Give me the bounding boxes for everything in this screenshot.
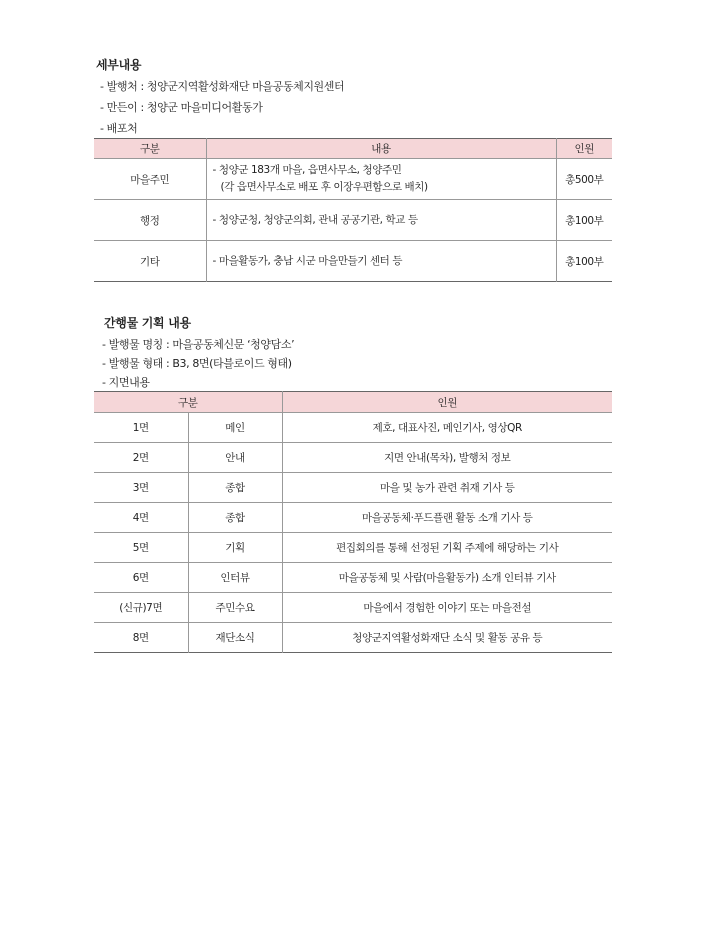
creator-line: - 만든이 : 청양군 마을미디어활동가 (100, 101, 263, 114)
category-cell: 기타 (94, 241, 206, 282)
table-row (94, 563, 612, 593)
type-cell: 메인 (188, 413, 282, 443)
type-cell: 재단소식 (188, 623, 282, 653)
content-cell: - 청양군청, 청양군의회, 관내 공공기관, 학교 등 (206, 200, 556, 241)
page-cell: 8면 (94, 623, 188, 653)
section-title-plan: 간행물 기획 내용 (104, 316, 191, 330)
page-cell: 6면 (94, 563, 188, 593)
distribution-line: - 배포처 (100, 122, 138, 135)
table-row (94, 473, 612, 503)
publisher-line: - 발행처 : 청양군지역활성화재단 마을공동체지원센터 (100, 80, 345, 93)
page-cell: 3면 (94, 473, 188, 503)
content-cell: 편집회의를 통해 선정된 기획 주제에 해당하는 기사 (282, 533, 612, 563)
distribution-table (94, 138, 612, 282)
category-cell: 마을주민 (94, 159, 206, 200)
type-cell: 주민수요 (188, 593, 282, 623)
count-cell: 총500부 (556, 159, 612, 200)
type-cell: 기획 (188, 533, 282, 563)
content-cell: 마을공동체·푸드플랜 활동 소개 기사 등 (282, 503, 612, 533)
page-cell: (신규)7면 (94, 593, 188, 623)
publication-name-line: - 발행물 명칭 : 마을공동체신문 ‘청양담소’ (102, 338, 295, 351)
page-cell: 2면 (94, 443, 188, 473)
table-row (94, 533, 612, 563)
count-cell: 총100부 (556, 241, 612, 282)
header-category: 구분 (94, 392, 282, 413)
content-cell: 마을공동체 및 사람(마을활동가) 소개 인터뷰 기사 (282, 563, 612, 593)
header-content: 인원 (282, 392, 612, 413)
page-plan-table (94, 391, 612, 653)
table-row (94, 241, 612, 282)
table-row (94, 443, 612, 473)
content-cell: 지면 안내(목차), 발행처 정보 (282, 443, 612, 473)
table-header-row (94, 139, 612, 159)
table-header-row (94, 392, 612, 413)
table-row (94, 623, 612, 653)
content-cell: 청양군지역활성화재단 소식 및 활동 공유 등 (282, 623, 612, 653)
page-cell: 4면 (94, 503, 188, 533)
page-cell: 5면 (94, 533, 188, 563)
page-cell: 1면 (94, 413, 188, 443)
content-cell: 마을 및 농가 관련 취재 기사 등 (282, 473, 612, 503)
table-row (94, 593, 612, 623)
table-row (94, 413, 612, 443)
content-line: - 청양군 183개 마을, 읍면사무소, 청양주민 (212, 164, 402, 176)
type-cell: 종합 (188, 473, 282, 503)
type-cell: 종합 (188, 503, 282, 533)
header-content: 내용 (206, 139, 556, 159)
content-line: (각 읍면사무소로 배포 후 이장우편함으로 배치) (220, 181, 428, 193)
content-cell: 제호, 대표사진, 메인기사, 영상QR (282, 413, 612, 443)
table-row (94, 503, 612, 533)
publication-format-line: - 발행물 형태 : B3, 8면(타블로이드 형태) (102, 357, 292, 370)
header-category: 구분 (94, 139, 206, 159)
header-count: 인원 (556, 139, 612, 159)
content-cell: 마을에서 경험한 이야기 또는 마을전설 (282, 593, 612, 623)
count-cell: 총100부 (556, 200, 612, 241)
table-row (94, 200, 612, 241)
type-cell: 안내 (188, 443, 282, 473)
section-title-details: 세부내용 (96, 58, 142, 72)
content-cell (206, 159, 556, 200)
table-row (94, 159, 612, 200)
content-cell: - 마을활동가, 충남 시군 마을만들기 센터 등 (206, 241, 556, 282)
category-cell: 행정 (94, 200, 206, 241)
type-cell: 인터뷰 (188, 563, 282, 593)
page-content-line: - 지면내용 (102, 376, 150, 389)
